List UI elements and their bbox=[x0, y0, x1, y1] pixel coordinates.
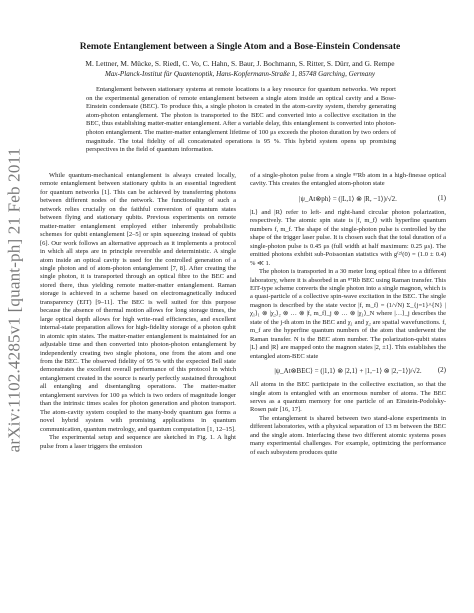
equation-2-number: (2) bbox=[437, 366, 446, 375]
equation-1 bbox=[250, 194, 446, 204]
paragraph: The experimental setup and sequence are sketched in Fig. 1. A light pulse from a laser triggers the emission bbox=[40, 434, 236, 450]
paragraph: |L⟩ and |R⟩ refer to left- and right-hand circular photon polarization, respectively. The atomic spin state is |f, m_f⟩ with hyperfine quantum numbers f, m_f. The shape of the single-photon pulse is controlled by the shape of the trigger laser pulse. It is chosen such that the total duration of a single-photon pulse is 0.45 μs (full width at half maximum: 0.25 μs). The emitted photons exhibit sub-Poissonian statistics with g⁽²⁾(0) = (1.0 ± 0.4) % ≪ 1. bbox=[250, 208, 446, 267]
equation-1-number: (1) bbox=[437, 193, 446, 202]
affiliation: Max-Planck-Institut für Quantenoptik, Hans-Kopfermann-Straße 1, 85748 Garching, Germany bbox=[104, 70, 376, 78]
abstract: Entanglement between stationary systems at remote locations is a key resource for quantum networks. We report on the experimental generation of remote entanglement between a single atom inside an optical cavity and a Bose-Einstein condensate (BEC). To produce this, a single photon is created in the atom-cavity system, thereby generating atom-photon entanglement. The photon is transported to the BEC and converted into a collective excitation in the BEC, thus establishing matter-matter entanglement. After a variable delay, this entanglement is converted into photon-photon entanglement. The matter-matter entanglement lifetime of 100 μs exceeds the photon duration by two orders of magnitude. The total fidelity of all concatenated operations is 95 %. This hybrid system opens up promising perspectives in the field of quantum information. bbox=[86, 86, 396, 154]
paragraph: All atoms in the BEC participate in the collective excitation, so that the single atom is entangled with an enormous number of atoms. The BEC serves as a quantum memory for one particle of an Einstein-Podolsky-Rosen pair [16, 17]. bbox=[250, 381, 446, 414]
paragraph: The photon is transported in a 30 meter long optical fibre to a different laboratory, where it is absorbed in an ⁸⁷Rb BEC using Raman transfer. This EIT-type scheme converts the single photon into a single magnon, which is a quasi-particle of a collective spin-wave excitation in the BEC. The single magnon is described by the state vector |f, m_f⟩ = (1/√N) Σ_{j=1}^{N} |χ₁⟩₁ ⊗ |χ₂⟩₂ ⊗ … ⊗ |f, m_f⟩_j ⊗ … ⊗ |χ₁⟩_N where |…⟩_j describes the state of the j-th atom in the BEC and χ₁ and χ₂ are spatial wavefunctions. f, m_f are the hyperfine quantum numbers of the atom that underwent the Raman transfer. N is the BEC atom number. The polarization-qubit states |L⟩ and |R⟩ are mapped onto the magnon states |2, ±1⟩. This establishes the entangled atom-BEC state bbox=[250, 268, 446, 360]
equation-2-body: |ψ_At⊗BEC⟩ = (|1,1⟩ ⊗ |2,1⟩ + |1,−1⟩ ⊗ |2,−1⟩)/√2. bbox=[274, 366, 422, 375]
paper-title: Remote Entanglement between a Single Atom and a Bose-Einstein Condensate bbox=[79, 41, 401, 52]
paragraph: The entanglement is shared between two stand-alone experiments in different laboratories, with a physical separation of 13 m between the BEC and the single atom. Interfacing these two different atomic systems poses many experimental challenges. For example, optimizing the performance of each subsystem produces quite bbox=[250, 414, 446, 456]
author-list: M. Lettner, M. Mücke, S. Riedl, C. Vo, C. Hahn, S. Baur, J. Bochmann, S. Ritter, S. Dürr, and G. Rempe bbox=[85, 59, 395, 68]
paragraph: of a single-photon pulse from a single ⁸⁷Rb atom in a high-finesse optical cavity. This creates the entangled atom-photon state bbox=[250, 172, 446, 188]
arxiv-identifier-text: arXiv:1102.4285v1 [quant-ph] 21 Feb 2011 bbox=[4, 147, 24, 453]
left-column bbox=[40, 172, 236, 451]
right-column bbox=[250, 172, 446, 457]
paragraph: While quantum-mechanical entanglement is always created locally, remote entanglement between stationary qubits is an essential ingredient for quantum networks [1]. This can be achieved by transferring photons between different nodes of the network. The functionality of such a network relies crucially on the faithful conversion of quantum states between flying and stationary qubits. Previous experiments on remote matter-matter entanglement employed either inherently probabilistic schemes for qubit entanglement [2–5] or spin squeezing instead of qubits [6]. Our work follows an alternative approach as it implements a protocol in which all steps are in principle reversible and deterministic. A single atom inside an optical cavity is used for the controlled generation of a single photon and of atom-photon entanglement [7, 8]. After creating the single photon, it is transported through an optical fibre to the BEC and stored there, thus yielding remote matter-matter entanglement. Raman storage is achieved in a scheme based on electromagnetically induced transparency (EIT) [9–11]. The BEC is well suited for this purpose because the absence of thermal motion allows for long storage times, the large optical depth allows for high write-read efficiencies, and excellent internal-state preparation allows for high-fidelity storage of a photon qubit in atomic spin states. The matter-matter entanglement is maintained for an adjustable time and then converted into photon-photon entanglement by independently creating two single photons, one from the atom and one from the BEC. The observed fidelity of 95 % with the expected Bell state demonstrates the excellent overall performance of this protocol in which entanglement created in the source is nearly perfectly sustained throughout all entangling and disentangling operations. The matter-matter entanglement survives for 100 μs which is two orders of magnitude longer than the intrinsic times scales for photon generation and photon transport. The atom-cavity system coupled to the many-body quantum gas forms a novel hybrid system with promising applications in quantum communication, quantum metrology, and quantum computation [1, 12–15]. bbox=[40, 172, 236, 433]
arxiv-identifier bbox=[2, 147, 26, 453]
equation-1-body: |ψ_At⊗ph⟩ = (|L,1⟩ ⊗ |R, −1⟩)/√2. bbox=[299, 194, 397, 203]
equation-2 bbox=[250, 366, 446, 376]
